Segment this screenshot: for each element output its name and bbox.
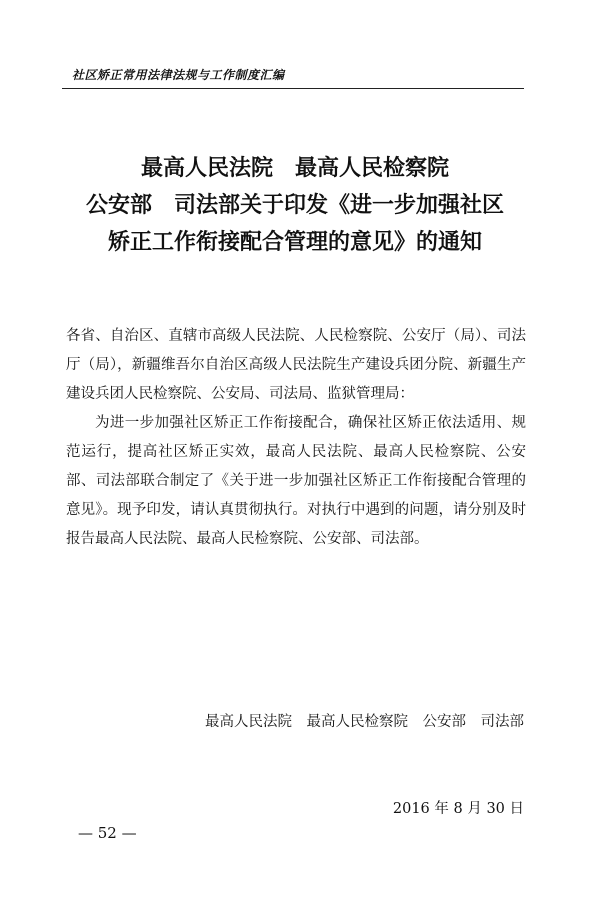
addressee-paragraph: 各省、自治区、直辖市高级人民法院、人民检察院、公安厅（局）、司法厅（局），新疆维吾尔自治区高级人民法院生产建设兵团分院、新疆生产建设兵团人民检察院、公安局、司法局、监狱管理局：: [66, 328, 526, 402]
title-line-1: 最高人民法院 最高人民检察院: [140, 155, 449, 181]
title-line-2: 公安部 司法部关于印发《进一步加强社区: [85, 192, 504, 218]
signature-block: [205, 650, 524, 853]
title-line-3: 矫正工作衔接配合管理的意见》的通知: [107, 229, 482, 255]
page-number: — 52 —: [78, 824, 137, 842]
header-divider: [62, 88, 524, 89]
date-line: 2016 年 8 月 30 日: [392, 801, 524, 817]
issuers-line: 最高人民法院 最高人民检察院 公安部 司法部: [205, 714, 524, 730]
running-header: 社区矫正常用法律法规与工作制度汇编: [72, 68, 285, 82]
document-title: [62, 150, 528, 261]
document-body: [66, 322, 526, 554]
main-paragraph: 为进一步加强社区矫正工作衔接配合，确保社区矫正依法适用、规范运行，提高社区矫正实效，最高人民法院、最高人民检察院、公安部、司法部联合制定了《关于进一步加强社区矫正工作衔接配合管理的意见》。现予印发，请认真贯彻执行。对执行中遇到的问题，请分别及时报告最高人民法院、最高人民检察院、公安部、司法部。: [66, 415, 526, 547]
